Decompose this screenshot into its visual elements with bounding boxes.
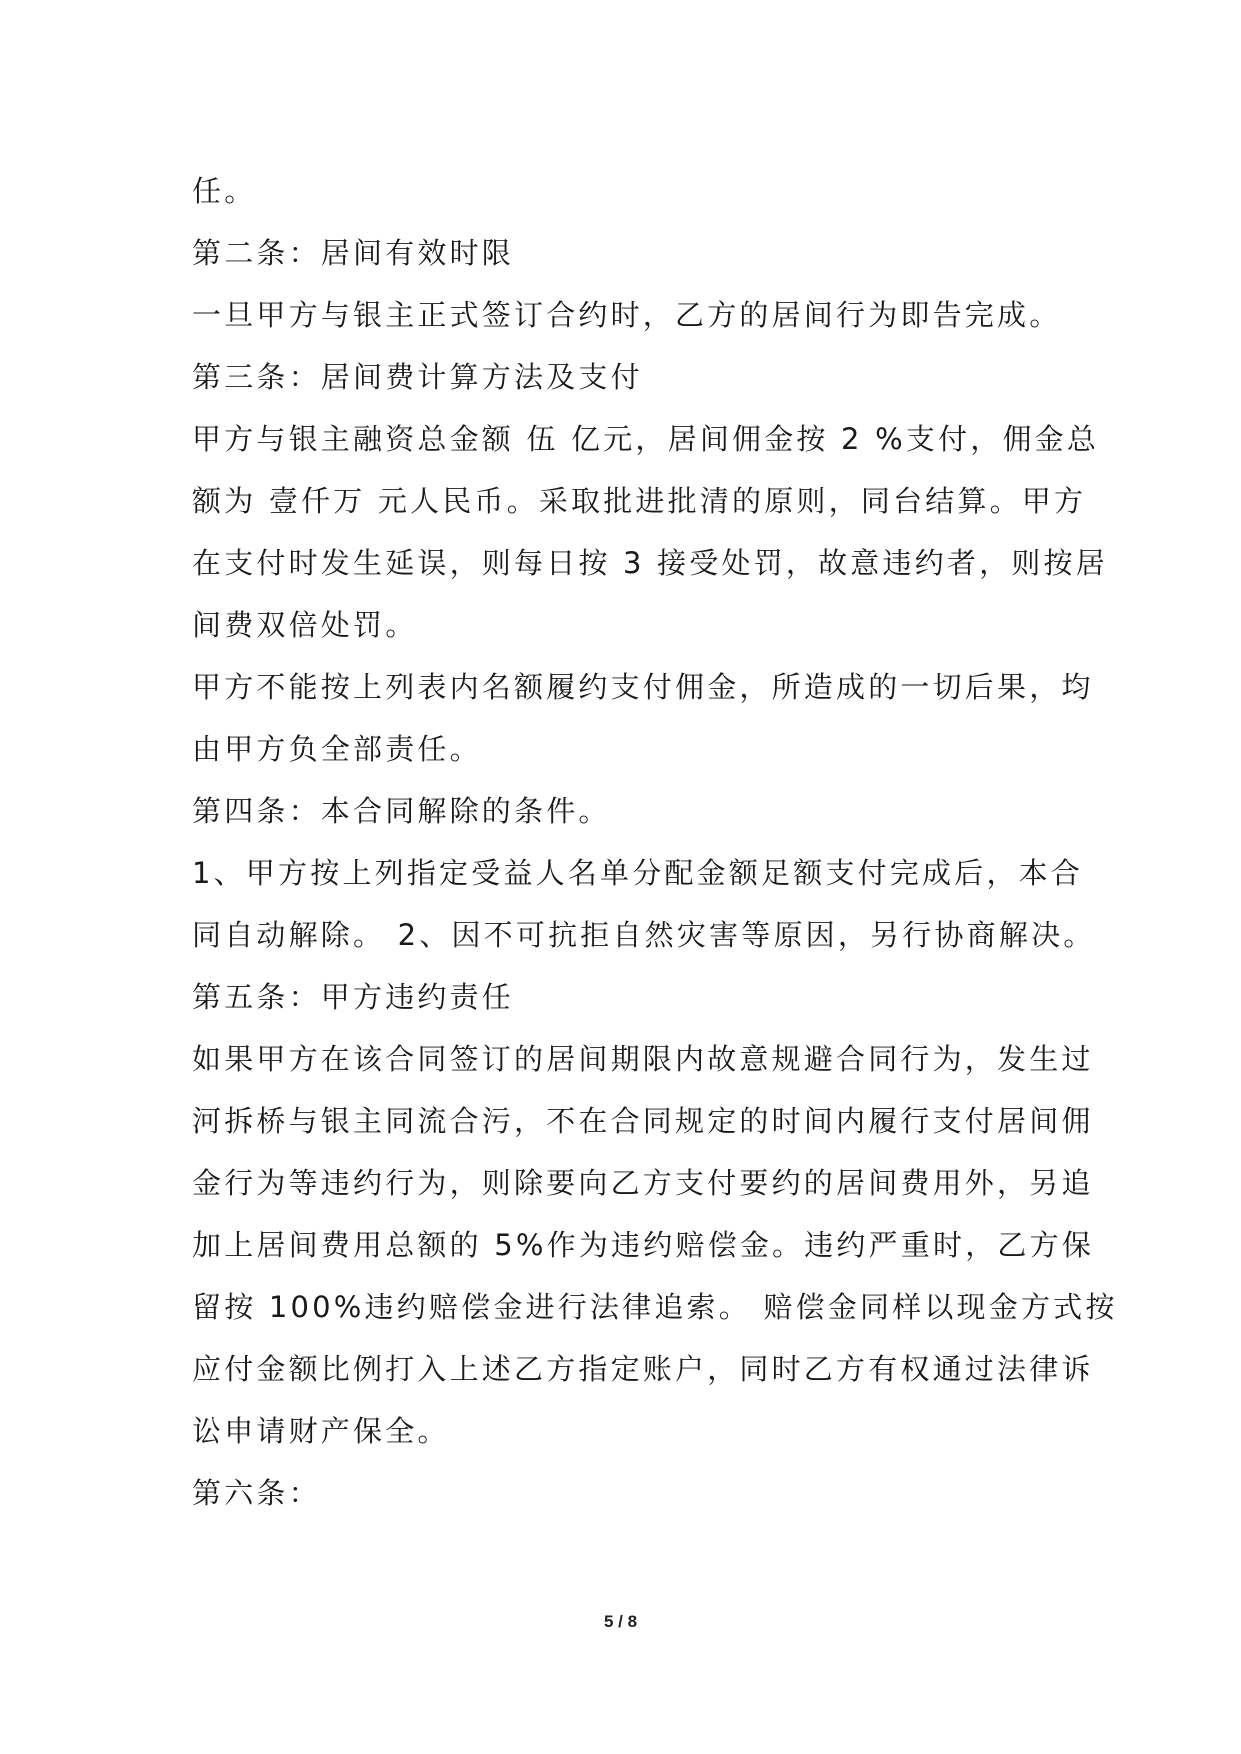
text-line: 河拆桥与银主同流合污，不在合同规定的时间内履行支付居间佣 bbox=[192, 1104, 1094, 1138]
text-line: 同自动解除。 2、因不可抗拒自然灾害等原因，另行协商解决。 bbox=[192, 918, 1096, 952]
text-line: 任。 bbox=[192, 174, 257, 208]
text-line: 由甲方负全部责任。 bbox=[192, 732, 482, 766]
text-line: 讼申请财产保全。 bbox=[192, 1414, 450, 1448]
text-line: 应付金额比例打入上述乙方指定账户，同时乙方有权通过法律诉 bbox=[192, 1352, 1094, 1386]
section-heading-article-5: 第五条：甲方违约责任 bbox=[192, 980, 515, 1014]
text-line: 甲方与银主融资总金额 伍 亿元，居间佣金按 2 %支付，佣金总 bbox=[192, 422, 1100, 456]
section-heading-article-4: 第四条：本合同解除的条件。 bbox=[192, 794, 611, 828]
text-line: 一旦甲方与银主正式签订合约时，乙方的居间行为即告完成。 bbox=[192, 298, 1062, 332]
text-line: 留按 100%违约赔偿金进行法律追索。 赔偿金同样以现金方式按 bbox=[192, 1290, 1118, 1324]
text-line: 加上居间费用总额的 5%作为违约赔偿金。违约严重时，乙方保 bbox=[192, 1228, 1095, 1262]
section-heading-article-2: 第二条：居间有效时限 bbox=[192, 236, 515, 270]
document-body bbox=[192, 160, 1118, 1524]
text-line: 在支付时发生延误，则每日按 3 接受处罚，故意违约者，则按居 bbox=[192, 546, 1108, 580]
text-line: 额为 壹仟万 元人民币。采取批进批清的原则，同台结算。甲方 bbox=[192, 484, 1087, 518]
text-line: 1、甲方按上列指定受益人名单分配金额足额支付完成后，本合 bbox=[192, 856, 1084, 890]
text-line: 金行为等违约行为，则除要向乙方支付要约的居间费用外，另追 bbox=[192, 1166, 1094, 1200]
text-line: 甲方不能按上列表内名额履约支付佣金，所造成的一切后果，均 bbox=[192, 670, 1094, 704]
section-heading-article-6: 第六条： bbox=[192, 1476, 321, 1510]
section-heading-article-3: 第三条：居间费计算方法及支付 bbox=[192, 360, 643, 394]
text-line: 如果甲方在该合同签订的居间期限内故意规避合同行为，发生过 bbox=[192, 1042, 1094, 1076]
text-line: 间费双倍处罚。 bbox=[192, 608, 418, 642]
page-number: 5 / 8 bbox=[603, 1612, 638, 1631]
